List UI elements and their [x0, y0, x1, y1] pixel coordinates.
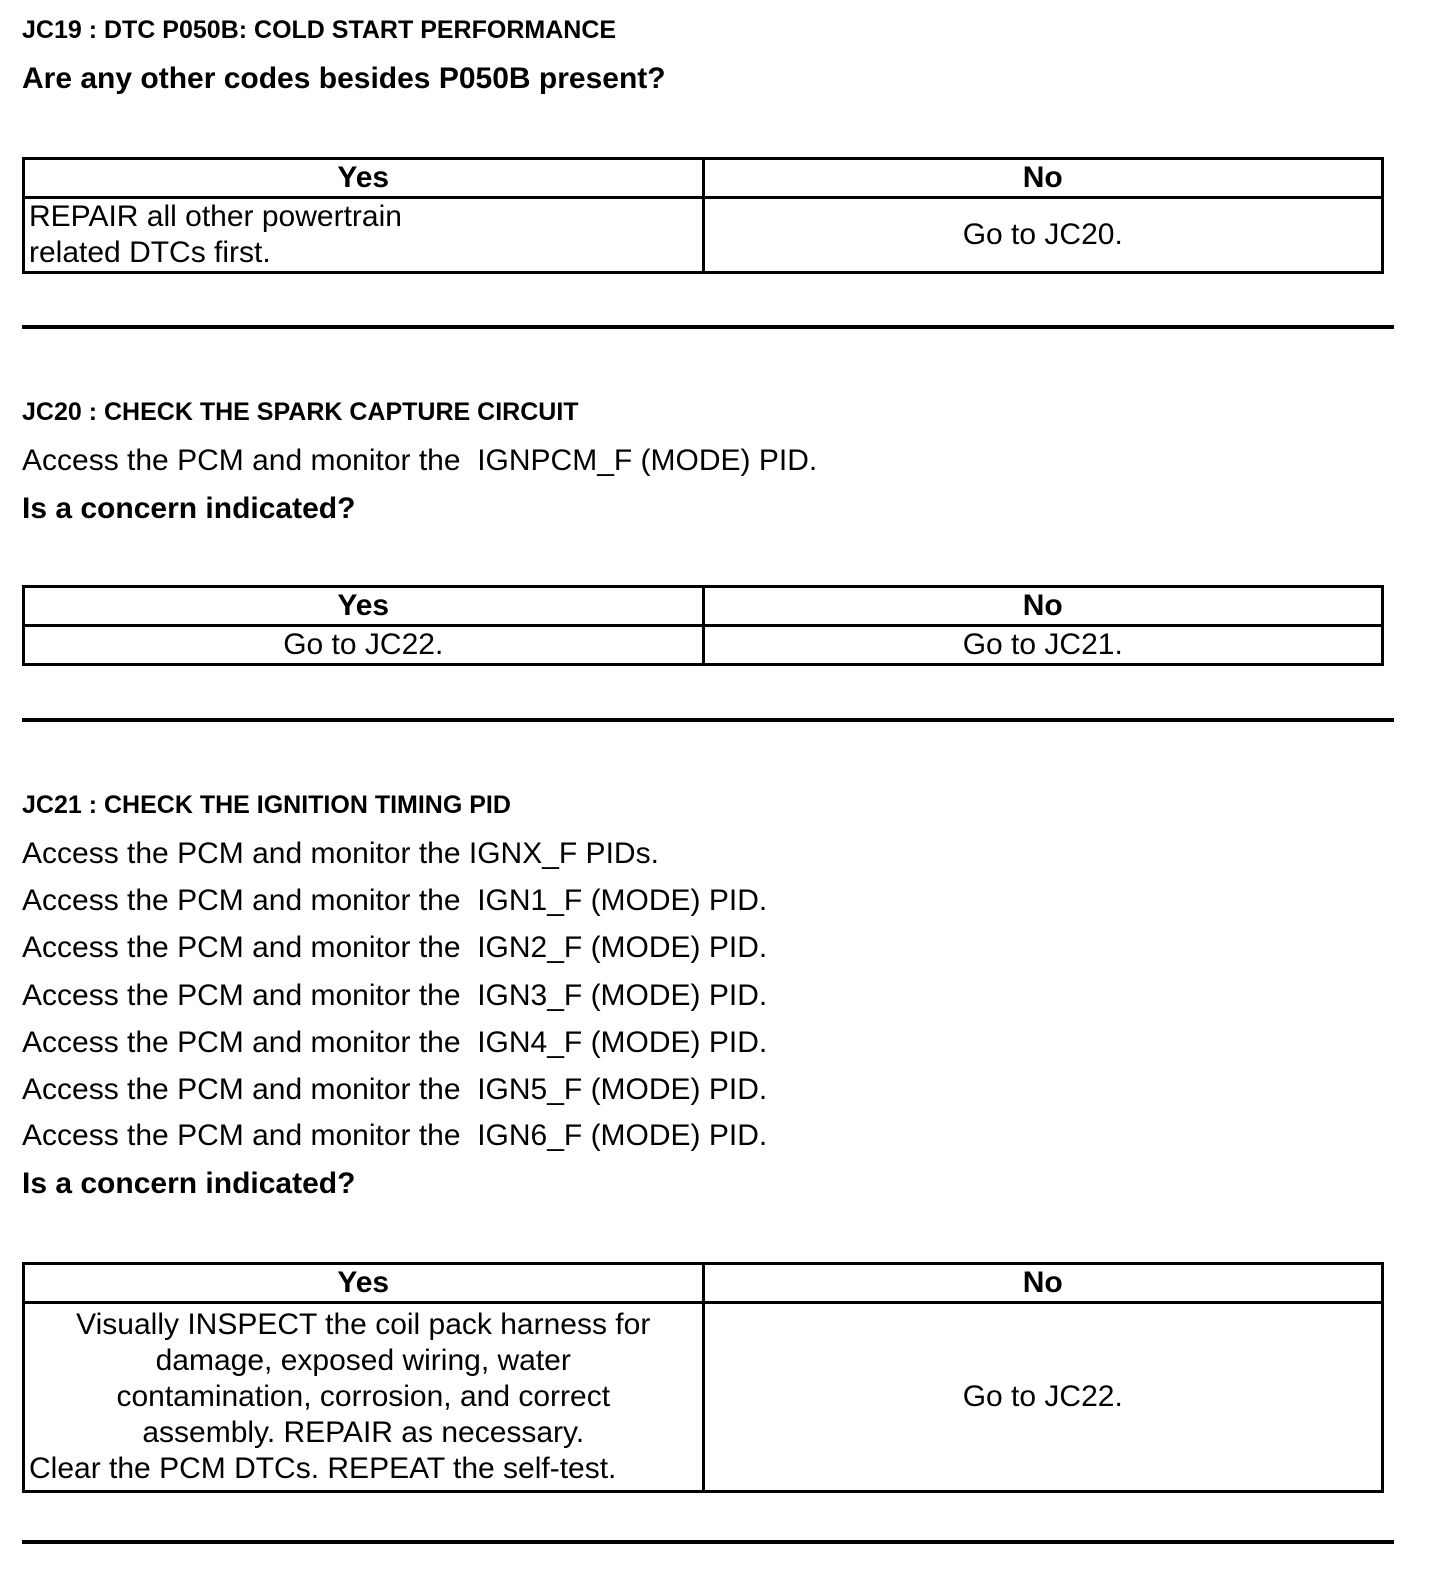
instruction-line: Access the PCM and monitor the IGN5_F (MODE) PID.	[22, 1073, 768, 1106]
instruction-line: Access the PCM and monitor the IGN1_F (MODE) PID.	[22, 884, 768, 917]
no-action: Go to JC20.	[703, 198, 1383, 273]
section-heading-jc20: JC20 : CHECK THE SPARK CAPTURE CIRCUIT	[22, 398, 579, 426]
answer-table-jc21	[22, 1262, 1384, 1493]
yes-header: Yes	[24, 159, 704, 198]
answer-table-jc20	[22, 585, 1384, 666]
no-header: No	[703, 159, 1383, 198]
instruction-line: Access the PCM and monitor the IGNX_F PIDs.	[22, 837, 659, 870]
section-heading-jc19: JC19 : DTC P050B: COLD START PERFORMANCE	[22, 16, 617, 44]
yes-header: Yes	[24, 1264, 704, 1303]
divider	[22, 718, 1394, 722]
instruction-line: Access the PCM and monitor the IGN2_F (MODE) PID.	[22, 931, 768, 964]
yes-action: Go to JC22.	[24, 626, 704, 665]
divider	[22, 325, 1394, 329]
no-action: Go to JC21.	[703, 626, 1383, 665]
instruction-line: Access the PCM and monitor the IGNPCM_F (MODE) PID.	[22, 444, 818, 477]
question-jc20: Is a concern indicated?	[22, 492, 356, 525]
yes-action-last: Clear the PCM DTCs. REPEAT the self-test.	[29, 1452, 617, 1485]
yes-action: REPAIR all other powertrain related DTCs first.	[24, 198, 704, 273]
yes-action-text: Visually INSPECT the coil pack harness for damage, exposed wiring, water contamination, corrosion, and correct assembly. REPAIR as necessary.	[76, 1308, 651, 1449]
no-action: Go to JC22.	[703, 1303, 1383, 1492]
instruction-line: Access the PCM and monitor the IGN3_F (MODE) PID.	[22, 979, 768, 1012]
divider	[22, 1540, 1394, 1544]
question-jc19: Are any other codes besides P050B present?	[22, 62, 666, 95]
question-jc21: Is a concern indicated?	[22, 1167, 356, 1200]
yes-header: Yes	[24, 587, 704, 626]
instruction-line: Access the PCM and monitor the IGN6_F (MODE) PID.	[22, 1119, 768, 1152]
yes-action	[24, 1303, 704, 1492]
no-header: No	[703, 1264, 1383, 1303]
section-heading-jc21: JC21 : CHECK THE IGNITION TIMING PID	[22, 791, 511, 819]
answer-table-jc19	[22, 157, 1384, 274]
instruction-line: Access the PCM and monitor the IGN4_F (MODE) PID.	[22, 1026, 768, 1059]
no-header: No	[703, 587, 1383, 626]
